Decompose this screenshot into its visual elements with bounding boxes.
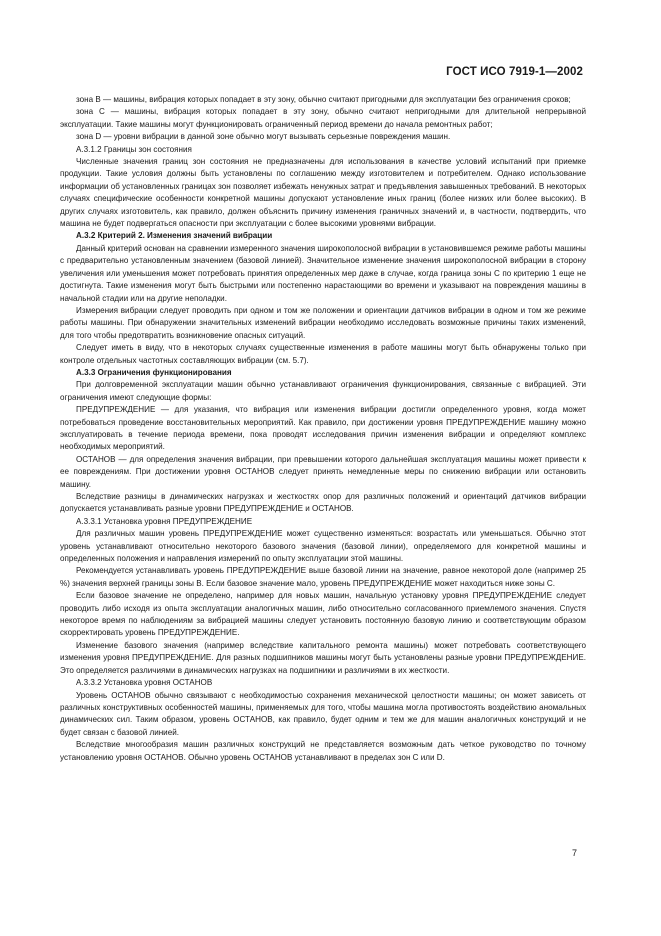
body-paragraph: ОСТАНОВ — для определения значения вибрации, при превышении которого дальнейшая эксплуатация машины может привести к ее повреждениям. При достижении уровня ОСТАНОВ следует принять немедленные меры по снижению вибрации или остановить машину. [60, 454, 586, 489]
body-paragraph: зона C — машины, вибрация которых попадает в эту зону, обычно считают непригодными для длительной непрерывной эксплуатации. Такие машины могут функционировать ограниченный период времени до начала ремонтных работ; [60, 107, 586, 129]
body-paragraph: зона B — машины, вибрация которых попадает в эту зону, обычно считают пригодными для эксплуатации без ограничения сроков; [76, 95, 571, 104]
body-paragraph: Численные значения границ зон состояния не предназначены для использования в качестве условий испытаний при приемке продукции. Такие условия должны быть установлены по соглашению между изготовителем и потребителем. Однако использование информации об установленных границах зон позволяет избежать ненужных затрат и предъявления завышенных требований. В некоторых случаях специфические особенности конкретной машины допускают установление иных границ (более низких или более высоких). В других случаях изготовитель, как правило, должен объяснить причину изменения граничных значений и, в частности, подтвердить, что машина не будет подвергаться опасности при эксплуатации с более высокими уровнями вибрации. [60, 157, 586, 229]
body-paragraph: Если базовое значение не определено, например для новых машин, начальную установку уровня ПРЕДУПРЕЖДЕНИЕ следует проводить либо исходя из опыта эксплуатации аналогичных машин, либо относительно согласованного приемлемого значения. Спустя некоторое время по наблюдениям за вибрацией машины следует установить постоянную базовую линию и соответствующим образом скорректировать уровень ПРЕДУПРЕЖДЕНИЕ. [60, 591, 586, 638]
body-paragraph: Вследствие разницы в динамических нагрузках и жесткостях опор для различных положений и ориентаций датчиков вибрации допускается устанавливать разные уровни ПРЕДУПРЕЖДЕНИЕ и ОСТАНОВ. [60, 492, 586, 514]
body-paragraph: Изменение базового значения (например вследствие капитального ремонта машины) может потребовать соответствующего изменения уровня ПРЕДУПРЕЖДЕНИЕ. Для разных подшипников машины могут быть установлены разные уровни ПРЕДУПРЕЖДЕНИЕ. Это определяется различиями в динамических нагрузках на подшипники и различиями в их жесткости. [60, 640, 586, 675]
page-number: 7 [571, 848, 577, 858]
body-paragraph: Вследствие многообразия машин различных конструкций не представляется возможным дать четкое руководство по точному установлению уровня ОСТАНОВ. Обычно уровень ОСТАНОВ устанавливают в пределах зон C или D. [60, 740, 586, 762]
body-paragraph: Для различных машин уровень ПРЕДУПРЕЖДЕНИЕ может существенно изменяться: возрастать или уменьшаться. Обычно этот уровень устанавливают относительно некоторого базового значения (базовой линии), определяемого для конкретной машины и определенных положения и направления измерений по опыту эксплуатации этой машины. [60, 529, 586, 564]
body-paragraph: ПРЕДУПРЕЖДЕНИЕ — для указания, что вибрация или изменения вибрации достигли определенного уровня, когда может потребоваться проведение восстановительных мероприятий. Как правило, при достижении уровня ПРЕДУПРЕЖДЕНИЕ машину можно эксплуатировать в течение периода времени, пока проводят исследования причин изменения вибрации и определяют комплекс необходимых мероприятий. [60, 405, 586, 452]
body-paragraph: Рекомендуется устанавливать уровень ПРЕДУПРЕЖДЕНИЕ выше базовой линии на значение, равное некоторой доле (например 25 %) значения верхней границы зоны B. Если базовое значение мало, уровень ПРЕДУПРЕЖДЕНИЕ может находиться ниже зоны C. [60, 566, 586, 588]
body-paragraph: А.3.1.2 Границы зон состояния [76, 144, 192, 154]
body-paragraph: Измерения вибрации следует проводить при одном и том же положении и ориентации датчиков вибрации в одном и том же режиме работы машины. При обнаружении значительных изменений вибрации необходимо исследовать возможные причины таких изменений, для того чтобы предотвратить возникновение опасных ситуаций. [60, 305, 586, 340]
body-paragraph: Уровень ОСТАНОВ обычно связывают с необходимостью сохранения механической целостности машины; он может зависеть от различных конструктивных особенностей машины, применяемых для того, чтобы машина могла противостоять воздействию аномальных динамических сил. Таким образом, уровень ОСТАНОВ, как правило, будет одним и тем же для машин аналогичных конструкций и не будет связан с базовой линией. [60, 690, 586, 737]
document-body [60, 94, 586, 764]
section-heading: А.3.3 Ограничения функционирования [76, 367, 232, 377]
body-paragraph: Следует иметь в виду, что в некоторых случаях существенные изменения в работе машины могут быть обнаружены только при контроле отдельных частотных составляющих вибрации (см. 5.7). [60, 343, 586, 365]
body-paragraph: зона D — уровни вибрации в данной зоне обычно могут вызывать серьезные повреждения машин. [76, 132, 451, 142]
body-paragraph: Данный критерий основан на сравнении измеренного значения широкополосной вибрации в установившемся режиме работы машины с предварительно установленным значением (базовой линией). Значительное изменение значения широкополосной вибрации в сторону увеличения или уменьшения может потребовать принятия определенных мер даже в случае, когда граница зоны C по критерию 1 еще не достигнута. Такие изменения могут быть быстрыми или постепенно нарастающими во времени и указывают на повреждения машины в начальной стадии или на другие неполадки. [60, 243, 586, 303]
body-paragraph: А.3.3.1 Установка уровня ПРЕДУПРЕЖДЕНИЕ [76, 516, 253, 526]
body-paragraph: А.3.3.2 Установка уровня ОСТАНОВ [76, 678, 213, 688]
section-heading: А.3.2 Критерий 2. Изменения значений вибрации [76, 231, 273, 241]
document-header-title: ГОСТ ИСО 7919-1—2002 [446, 66, 583, 78]
body-paragraph: При долговременной эксплуатации машин обычно устанавливают ограничения функционирования, связанные с вибрацией. Эти ограничения имеют следующие формы: [60, 380, 586, 402]
